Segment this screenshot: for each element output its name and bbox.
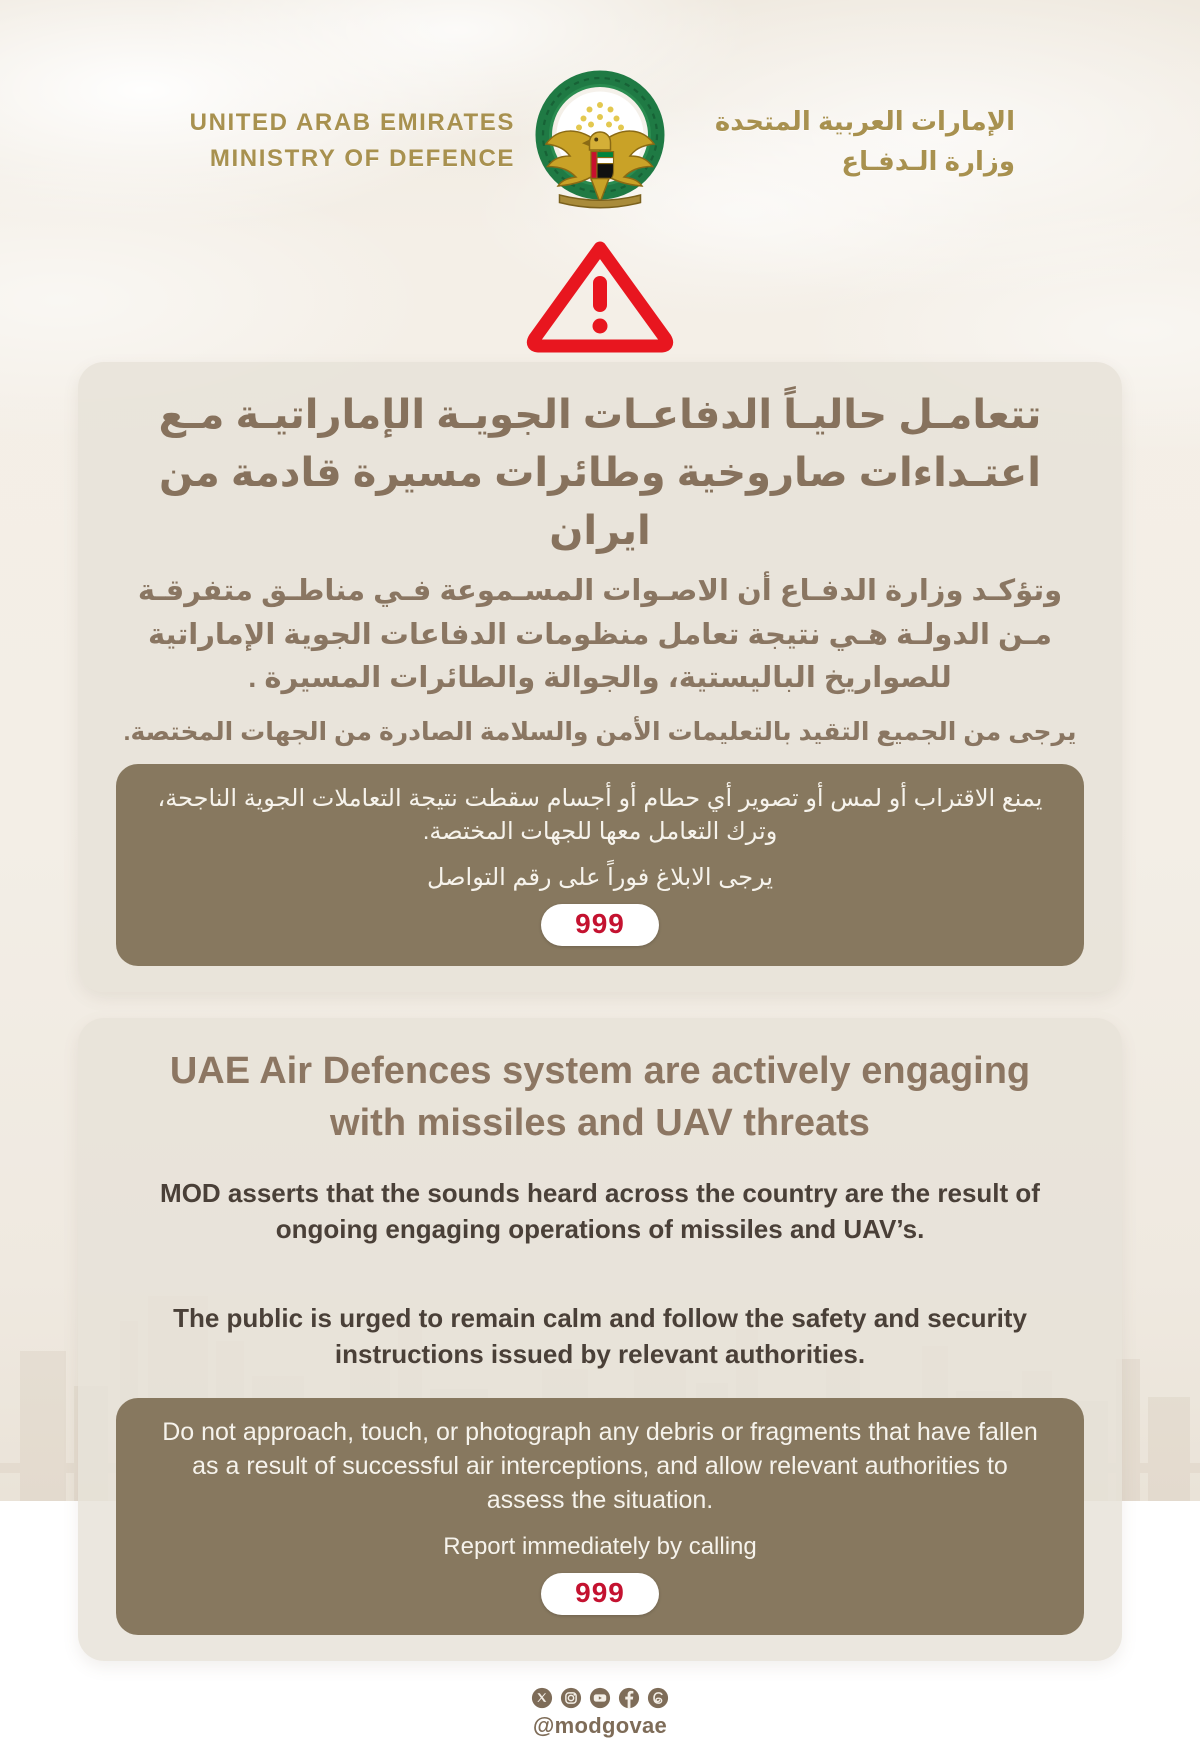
header-english-title: [185, 105, 515, 177]
arabic-headline: تتعامـل حاليـاً الدفاعـات الجويـة الإماراتيـة مـع اعتـداءات صاروخية وطائرات مسيرة قادمة من ايران: [158, 393, 1042, 553]
header-arabic-line2: وزارة الـدفـاع: [841, 146, 1015, 176]
social-handle: @modgovae: [532, 1713, 668, 1739]
youtube-icon[interactable]: [589, 1687, 611, 1709]
english-headline: UAE Air Defences system are actively engaging with missiles and UAV threats: [169, 1050, 1031, 1144]
english-body-text-2: The public is urged to remain calm and follow the safety and security instructions issued by relevant authorities.: [173, 1302, 1027, 1370]
arabic-warning-box: [116, 764, 1084, 967]
header-arabic-line1: الإمارات العربية المتحدة: [714, 105, 1015, 136]
warning-sign: [0, 238, 1200, 350]
uae-armed-forces-emblem: [525, 66, 675, 216]
arabic-emergency-number-badge[interactable]: 999: [541, 904, 659, 946]
english-warning-text: Do not approach, touch, or photograph any debris or fragments that have fallen as a result of successful air interceptions, and allow relevant authorities to assess the situation.: [162, 1418, 1038, 1514]
arabic-warning-text: يمنع الاقتراب أو لمس أو تصوير أي حطام أو أجسام سقطت نتيجة التعاملات الجوية الناجحة، وترك التعامل معها للجهات المختصة.: [157, 784, 1043, 846]
header-english-line2: MINISTRY OF DEFENCE: [209, 145, 515, 172]
poster-footer: [0, 1687, 1200, 1739]
english-report-label: Report immediately by calling: [443, 1532, 757, 1560]
instagram-icon[interactable]: [560, 1687, 582, 1709]
english-warning-box: [116, 1398, 1084, 1635]
english-notice-card: [78, 1018, 1122, 1661]
arabic-notice-card: [78, 362, 1122, 992]
english-emergency-number-badge[interactable]: 999: [541, 1573, 659, 1615]
social-media-links: [0, 1687, 1200, 1709]
english-body-text-1: MOD asserts that the sounds heard across the country are the result of ongoing engaging operations of missiles and UAV’s.: [160, 1177, 1040, 1245]
facebook-icon[interactable]: [618, 1687, 640, 1709]
arabic-body-text: وتؤكـد وزارة الدفـاع أن الاصـوات المسـموعة فـي مناطـق متفرقـة مـن الدولـة هـي نتيجة تعامل منظومات الدفاعات الجوية الإماراتية للصواريخ الباليستية، والجوالة والطائرات المسيرة .: [137, 575, 1063, 694]
arabic-safety-note: يرجى من الجميع التقيد بالتعليمات الأمن والسلامة الصادرة من الجهات المختصة.: [123, 717, 1077, 746]
x-twitter-icon[interactable]: [531, 1687, 553, 1709]
header-arabic-title: [685, 101, 1015, 182]
arabic-report-label: يرجى الابلاغ فوراً على رقم التواصل: [426, 863, 774, 891]
warning-triangle-icon: [525, 238, 675, 350]
header-english-line1: UNITED ARAB EMIRATES: [189, 109, 515, 136]
poster-header: [0, 0, 1200, 216]
threads-icon[interactable]: [647, 1687, 669, 1709]
